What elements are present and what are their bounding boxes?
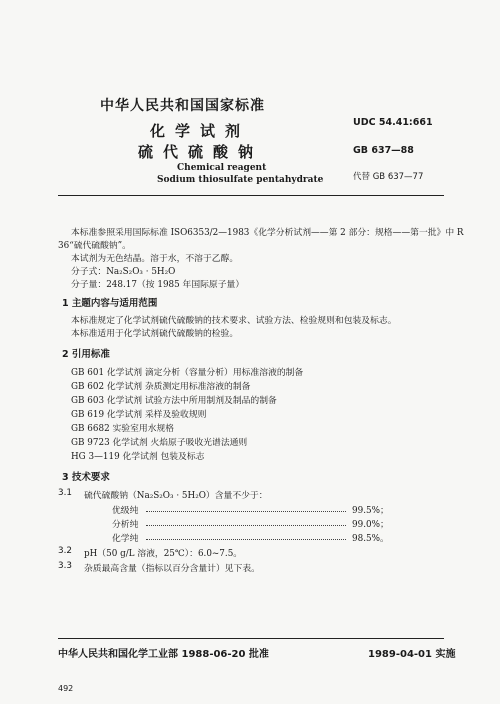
reference-item: GB 9723 化学试剂 火焰原子吸收光谱法通则 [71,438,248,448]
molecular-formula: 分子式：Na₂S₂O₃ · 5H₂O [71,267,176,277]
grade-value: 98.5%。 [352,534,389,544]
grade-row [112,531,389,544]
reference-item: HG 3—119 化学试剂 包装及标志 [71,452,205,462]
reference-item: GB 601 化学试剂 滴定分析（容量分析）用标准溶液的制备 [71,368,304,378]
section-1-line-2: 本标准适用于化学试剂硫代硫酸钠的检验。 [71,329,239,339]
section-2-heading: 2 引用标准 [62,349,110,360]
grade-value: 99.5%； [352,506,389,516]
reference-item: GB 619 化学试剂 采样及验收规则 [71,410,207,420]
section-1-heading: 1 主题内容与适用范围 [62,298,158,309]
clause-3-1-number: 3.1 [58,488,72,498]
intro-line-1: 本标准参照采用国际标准 ISO6353/2—1983《化学分析试剂——第 2 部分：规格——第一批》中 R [71,228,464,238]
grade-name: 化学纯 [112,534,139,544]
reference-item: GB 603 化学试剂 试验方法中所用制剂及制品的制备 [71,396,277,406]
clause-3-3-number: 3.3 [58,561,72,571]
section-3-heading: 3 技术要求 [62,472,110,483]
leader-dots [146,517,346,526]
footer-divider [58,638,444,639]
udc-code: UDC 54.41:661 [353,117,433,128]
leader-dots [146,503,346,512]
standard-name: 中华人民共和国国家标准 [100,98,265,114]
gb-number: GB 637—88 [353,145,414,156]
reference-item: GB 6682 实验室用水规格 [71,424,175,434]
grade-name: 分析纯 [112,520,139,530]
grade-name: 优级纯 [112,506,139,516]
grade-row [112,503,389,516]
approval-statement: 中华人民共和国化学工业部 1988-06-20 批准 [58,649,269,660]
page-number: 492 [58,684,74,693]
clause-3-3-text: 杂质最高含量（指标以百分含量计）见下表。 [84,564,260,574]
replaces-note: 代替 GB 637—77 [353,172,424,182]
intro-line-2: 36“硫代硫酸钠”。 [58,241,131,251]
grade-value: 99.0%； [352,520,389,530]
header-divider [58,195,444,196]
title-line-1: 化学试剂 [150,122,251,140]
molecular-mass: 分子量：248.17（按 1985 年国际原子量） [71,280,245,290]
english-title-line-1: Chemical reagent [177,163,267,173]
clause-3-1-text: 硫代硫酸钠（Na₂S₂O₃ · 5H₂O）含量不少于： [84,491,268,501]
grade-row [112,517,389,530]
intro-description: 本试剂为无色结晶。溶于水，不溶于乙醇。 [71,254,239,264]
section-1-line-1: 本标准规定了化学试剂硫代硫酸钠的技术要求、试验方法、检验规则和包装及标志。 [71,316,397,326]
effective-date: 1989-04-01 实施 [368,649,456,660]
reference-item: GB 602 化学试剂 杂质测定用标准溶液的制备 [71,382,251,392]
clause-3-2-text: pH（50 g/L 溶液，25℃）：6.0~7.5。 [84,549,243,559]
title-line-2: 硫代硫酸钠 [138,143,264,161]
clause-3-2-number: 3.2 [58,546,72,556]
english-title-line-2: Sodium thiosulfate pentahydrate [157,175,324,185]
leader-dots [146,531,346,540]
